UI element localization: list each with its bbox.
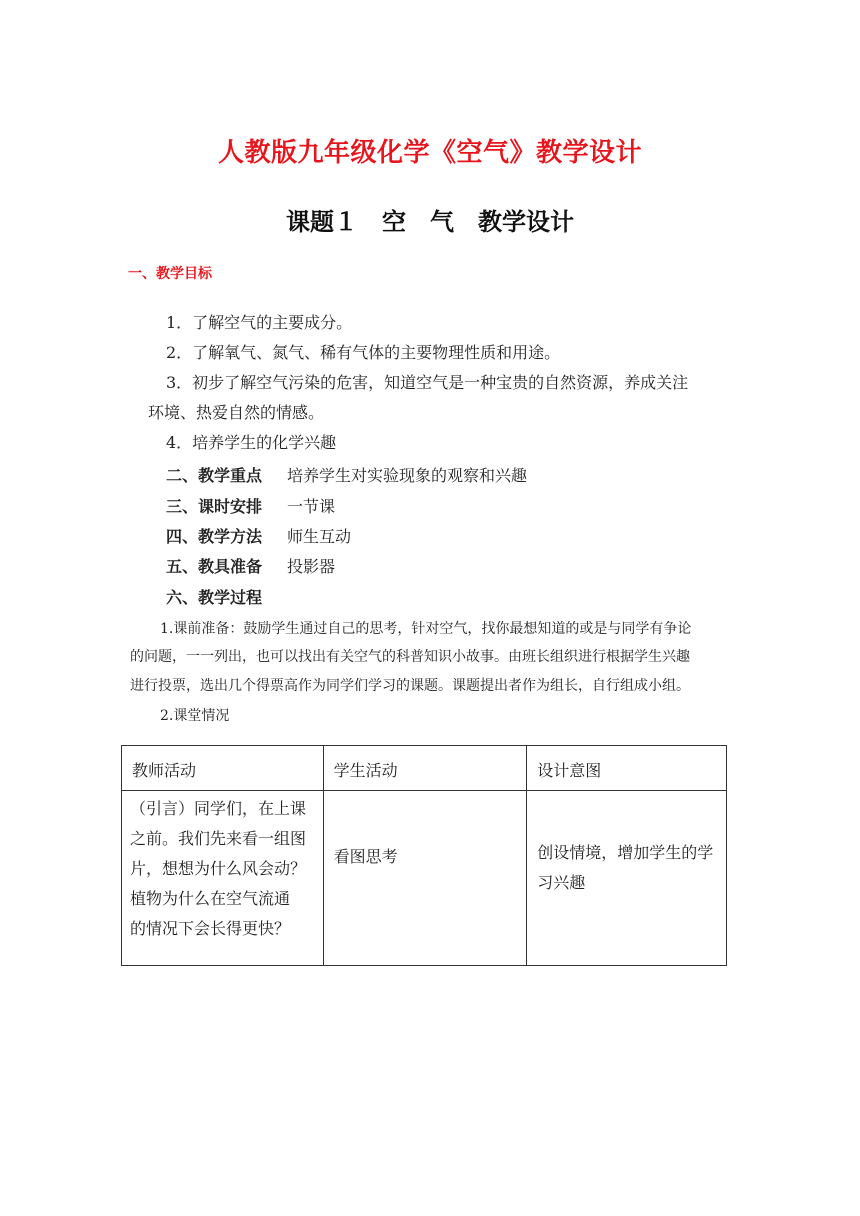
table-header-row <box>122 746 727 791</box>
section-label-tools: 五、教具准备 <box>166 557 263 576</box>
objective-item-continuation: 环境、热爱自然的情感。 <box>148 403 325 422</box>
section-value-method: 师生互动 <box>287 527 352 546</box>
table-header-intent: 设计意图 <box>537 761 602 780</box>
objective-item: 4．培养学生的化学兴趣 <box>166 433 337 452</box>
section-value-focus: 培养学生对实验现象的观察和兴趣 <box>287 466 528 485</box>
objective-item: 2．了解氧气、氮气、稀有气体的主要物理性质和用途。 <box>166 343 561 362</box>
objective-item: 1．了解空气的主要成分。 <box>166 313 353 332</box>
teacher-activity-line: （引言）同学们，在上课 <box>130 799 307 818</box>
process-class-heading: 2.课堂情况 <box>160 708 230 724</box>
process-prep-line: 1.课前准备：鼓励学生通过自己的思考，针对空气，找你最想知道的或是与同学有争论 <box>160 621 692 637</box>
section-label-process: 六、教学过程 <box>166 588 263 607</box>
objective-item: 3．初步了解空气污染的危害，知道空气是一种宝贵的自然资源，养成关注 <box>166 373 689 392</box>
table-row <box>122 791 727 966</box>
teacher-activity-line: 之前。我们先来看一组图 <box>130 829 307 848</box>
section-label-focus: 二、教学重点 <box>166 466 263 485</box>
table-header-student: 学生活动 <box>333 761 398 780</box>
process-prep-line: 的问题，一一列出，也可以找出有关空气的科普知识小故事。由班长组织进行根据学生兴趣 <box>130 649 690 665</box>
design-intent-line: 创设情境，增加学生的学 <box>537 843 714 862</box>
table-header-teacher: 教师活动 <box>132 761 197 780</box>
lesson-title: 课题１ 空 气 教学设计 <box>286 208 574 236</box>
lesson-table <box>121 745 727 966</box>
student-activity-line: 看图思考 <box>333 847 398 866</box>
design-intent-line: 习兴趣 <box>537 873 586 892</box>
student-activity-cell <box>324 791 527 872</box>
teacher-activity-line: 植物为什么在空气流通 <box>130 889 291 908</box>
section-label-schedule: 三、课时安排 <box>166 497 263 516</box>
teacher-activity-line: 的情况下会长得更快？ <box>130 919 291 938</box>
section-value-tools: 投影器 <box>287 557 336 576</box>
section-value-schedule: 一节课 <box>287 497 336 516</box>
document-title: 人教版九年级化学《空气》教学设计 <box>217 138 642 168</box>
teacher-activity-cell <box>122 791 323 944</box>
section-heading-objectives: 一、教学目标 <box>128 266 212 282</box>
teacher-activity-line: 片，想想为什么风会动？ <box>130 859 307 878</box>
process-prep-line: 进行投票，选出几个得票高作为同学们学习的课题。课题提出者作为组长，自行组成小组。 <box>130 678 690 694</box>
design-intent-cell <box>527 791 726 898</box>
section-label-method: 四、教学方法 <box>166 527 263 546</box>
